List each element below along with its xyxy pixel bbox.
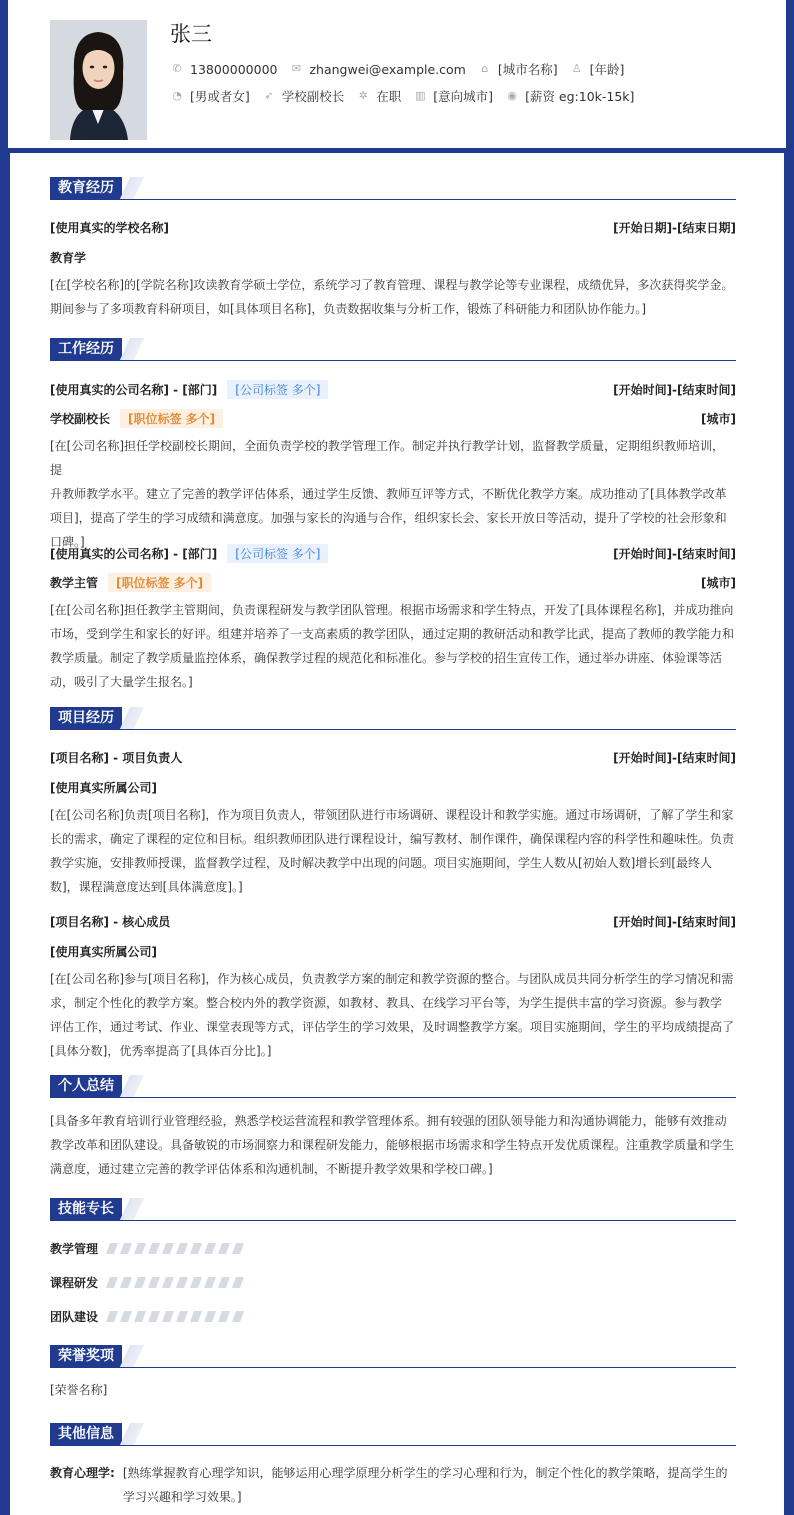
skill-level-bars (108, 1277, 248, 1288)
skill-level-bar (204, 1277, 216, 1288)
desc-line: [具体分数]，优秀率提高了[具体百分比]。] (50, 1044, 272, 1058)
section-title: 荣誉奖项 (50, 1345, 122, 1367)
position-icon: ➶ (264, 89, 274, 102)
role-name: 学校副校长 (50, 412, 111, 426)
age-text: [年龄] (589, 62, 625, 77)
desc-line: 口碑。] (50, 535, 85, 549)
skill-level-bar (190, 1243, 202, 1254)
summary-description (50, 1109, 736, 1181)
skill-name: 团队建设 (50, 1310, 99, 1324)
skill-level-bar (232, 1277, 244, 1288)
skill-level-bar (176, 1243, 188, 1254)
role-tag: [职位标签 多个] (120, 409, 223, 428)
work-company-row (50, 544, 736, 563)
skill-level-bar (218, 1311, 230, 1322)
work-role-left (50, 573, 211, 592)
desc-line: 数]，课程满意度达到[具体满意度]。] (50, 880, 243, 894)
section-title: 工作经历 (50, 338, 122, 360)
desc-line: [在[公司名称]负责[项目名称]，作为项目负责人，带领团队进行市场调研、课程设计和教学实施。通过市场调研，了解了学生和家 (50, 808, 734, 822)
desc-line: 教学实施，安排教师授课，监督教学过程，及时解决教学中出现的问题。项目实施期间，学生人数从[初始人数]增长到[最终人 (50, 856, 713, 870)
desc-line: 满意度，通过建立完善的教学评估体系和沟通机制，不断提升教学效果和学校口碑。] (50, 1162, 493, 1176)
profile-photo (50, 20, 147, 140)
section-title-decoration (120, 1075, 144, 1097)
salary-icon: ◉ (507, 89, 517, 102)
section-divider (50, 199, 736, 200)
work-date: [开始时间]-[结束时间] (613, 383, 736, 397)
honors-section (50, 1345, 736, 1397)
project-header (50, 707, 736, 729)
resume-content (10, 153, 784, 1515)
skill-level-bar (134, 1277, 146, 1288)
work-role-left (50, 409, 223, 428)
work-role-row (50, 409, 736, 428)
work-section (50, 338, 736, 689)
education-header (50, 177, 736, 199)
major-name: 教育学 (50, 251, 87, 265)
other-info-key: 教育心理学: (50, 1466, 115, 1480)
section-title-decoration (120, 707, 144, 729)
building-icon: ▥ (415, 89, 426, 102)
skill-level-bars (108, 1311, 248, 1322)
phone-text: 13800000000 (190, 61, 278, 77)
project-description (50, 967, 736, 1063)
skill-level-bar (120, 1311, 132, 1322)
project-date: [开始时间]-[结束时间] (613, 915, 736, 929)
skill-level-bar (120, 1243, 132, 1254)
skill-level-bar (190, 1277, 202, 1288)
gender-icon: ◔ (172, 89, 182, 102)
section-divider (50, 729, 736, 730)
desc-line: 期间参与了多项教育科研项目，如[具体项目名称]，负责数据收集与分析工作，锻炼了科研能力和团队协作能力。] (50, 302, 647, 316)
project-date: [开始时间]-[结束时间] (613, 751, 736, 765)
project-company: [使用真实所属公司] (50, 781, 157, 795)
skill-level-bar (162, 1277, 174, 1288)
section-title-decoration (120, 338, 144, 360)
skill-level-bar (134, 1243, 146, 1254)
home-icon: ⌂ (481, 62, 489, 75)
education-row (50, 219, 736, 236)
skill-level-bar (162, 1243, 174, 1254)
desc-line: 学习兴趣和学习效果。] (122, 1490, 242, 1504)
desc-line: 动，吸引了大量学生报名。] (50, 675, 193, 689)
candidate-name: 张三 (170, 22, 212, 46)
work-header (50, 338, 736, 360)
work-description (50, 598, 736, 694)
summary-section (50, 1075, 736, 1176)
other-info-value (123, 1461, 728, 1509)
school-name: [使用真实的学校名称] (50, 221, 169, 235)
phone-icon: ✆ (172, 62, 182, 75)
work-city: [城市] (701, 412, 736, 426)
header-right-accent (786, 0, 794, 148)
project-name-row (50, 749, 736, 766)
skill-level-bar (162, 1311, 174, 1322)
major-row (50, 249, 736, 266)
header-left-accent (0, 0, 8, 148)
skill-row (50, 1274, 248, 1291)
skill-level-bar (148, 1277, 160, 1288)
company-name: [使用真实的公司名称] - [部门] (50, 383, 218, 397)
desc-line: [在[学校名称]的[学院名称]攻读教育学硕士学位，系统学习了教育管理、课程与教学论等专业课程，成绩优异，多次获得奖学金。 (50, 278, 734, 292)
contact-row (170, 60, 636, 78)
status-text: 在职 (376, 89, 402, 104)
section-title: 项目经历 (50, 707, 122, 729)
section-divider (50, 1220, 736, 1221)
project-name: [项目名称] - 项目负责人 (50, 751, 183, 765)
age-item (570, 60, 625, 78)
section-title: 教育经历 (50, 177, 122, 199)
skills-header (50, 1198, 736, 1220)
profile-photo-illustration (50, 20, 147, 140)
status-icon: ✲ (358, 89, 368, 102)
position-item (262, 87, 345, 105)
education-section (50, 177, 736, 316)
other-header (50, 1423, 736, 1445)
project-name-row (50, 913, 736, 930)
skill-level-bar (190, 1311, 202, 1322)
work-company-left (50, 544, 328, 563)
project-company-row (50, 779, 736, 796)
section-title: 技能专长 (50, 1198, 122, 1220)
desc-line: 求，制定个性化的教学方案。整合校内外的教学资源，如教材、教具、在线学习平台等，为学生提供丰富的学习资源。参与教学 (50, 996, 723, 1010)
section-divider (50, 360, 736, 361)
skill-level-bar (218, 1277, 230, 1288)
salary-item (505, 87, 634, 105)
section-title: 个人总结 (50, 1075, 122, 1097)
desc-line: [熟练掌握教育心理学知识，能够运用心理学原理分析学生的学习心理和行为，制定个性化的教学策略，提高学生的 (122, 1466, 728, 1480)
skill-level-bar (106, 1311, 118, 1322)
education-description (50, 273, 736, 321)
desc-line: 升教师教学水平。建立了完善的教学评估体系，通过学生反馈、教师互评等方式，不断优化教学方案。成功推动了[具体教学改革 (50, 487, 727, 501)
city-text: [城市名称] (497, 62, 558, 77)
skill-level-bar (148, 1311, 160, 1322)
skill-level-bar (120, 1277, 132, 1288)
desc-line: [具备多年教育培训行业管理经验，熟悉学校运营流程和教学管理体系。拥有较强的团队领导能力和沟通协调能力，能够有效推动 (50, 1114, 727, 1128)
work-date: [开始时间]-[结束时间] (613, 547, 736, 561)
other-info-row (50, 1461, 736, 1509)
project-description (50, 803, 736, 899)
gender-item (170, 87, 250, 105)
skill-name: 教学管理 (50, 1242, 99, 1256)
skill-level-bar (204, 1311, 216, 1322)
position-text: 学校副校长 (281, 89, 345, 104)
skill-row (50, 1240, 248, 1257)
city-item (478, 60, 558, 78)
company-tag: [公司标签 多个] (227, 380, 328, 399)
honor-item: [荣誉名称] (50, 1383, 108, 1397)
education-date: [开始日期]-[结束日期] (613, 221, 736, 235)
section-divider (50, 1445, 736, 1446)
work-city: [城市] (701, 576, 736, 590)
section-title-decoration (120, 177, 144, 199)
summary-header (50, 1075, 736, 1097)
skills-section (50, 1198, 736, 1324)
target-city-item (413, 87, 493, 105)
profile-row (170, 87, 646, 105)
project-company: [使用真实所属公司] (50, 945, 157, 959)
skill-level-bar (218, 1243, 230, 1254)
email-text: zhangwei@example.com (309, 61, 466, 77)
honors-header (50, 1345, 736, 1367)
resume-header (0, 0, 794, 148)
project-company-row (50, 943, 736, 960)
desc-line: 教学改革和团队建设。具备敏锐的市场洞察力和课程研发能力，能够根据市场需求和学生特点开发优质课程。注重教学质量和学生 (50, 1138, 735, 1152)
skill-level-bar (176, 1277, 188, 1288)
desc-line: 教学质量。制定了教学质量监控体系，确保教学过程的规范化和标准化。参与学校的招生宣传工作，通过举办讲座、体验课等活 (50, 651, 723, 665)
section-title-decoration (120, 1198, 144, 1220)
skill-level-bar (134, 1311, 146, 1322)
gender-text: [男或者女] (190, 89, 250, 104)
section-title-decoration (120, 1423, 144, 1445)
desc-line: [在[公司名称]担任教学主管期间，负责课程研发与教学团队管理。根据市场需求和学生特点，开发了[具体课程名称]，并成功推向 (50, 603, 734, 617)
project-section (50, 707, 736, 1058)
desc-line: 市场，受到学生和家长的好评。组建并培养了一支高素质的教学团队，通过定期的教研活动和教学比武，提高了教师的教学能力和 (50, 627, 735, 641)
role-tag: [职位标签 多个] (108, 573, 211, 592)
project-name: [项目名称] - 核心成员 (50, 915, 171, 929)
skill-level-bars (108, 1243, 248, 1254)
skill-name: 课程研发 (50, 1276, 99, 1290)
skill-level-bar (204, 1243, 216, 1254)
phone-item (170, 62, 277, 77)
email-item (289, 62, 465, 77)
target-city-text: [意向城市] (433, 89, 494, 104)
desc-line: [在[公司名称]担任学校副校长期间，全面负责学校的教学管理工作。制定并执行教学计划，监督教学质量，定期组织教师培训，提 (50, 439, 725, 477)
section-divider (50, 1097, 736, 1098)
desc-line: [在[公司名称]参与[项目名称]，作为核心成员，负责教学方案的制定和教学资源的整合。与团队成员共同分析学生的学习情况和需 (50, 972, 734, 986)
section-divider (50, 1367, 736, 1368)
skill-level-bar (232, 1243, 244, 1254)
skill-level-bar (232, 1311, 244, 1322)
work-company-left (50, 380, 328, 399)
status-item (356, 87, 401, 105)
skill-level-bar (176, 1311, 188, 1322)
age-icon: ♙ (571, 62, 582, 75)
work-role-row (50, 573, 736, 592)
desc-line: 项目]，提高了学生的学习成绩和满意度。加强与家长的沟通与合作，组织家长会、家长开放日等活动，提升了学校的社会形象和 (50, 511, 727, 525)
role-name: 教学主管 (50, 576, 99, 590)
skill-level-bar (106, 1243, 118, 1254)
other-section (50, 1423, 736, 1504)
skill-row (50, 1308, 248, 1325)
section-title: 其他信息 (50, 1423, 122, 1445)
salary-text: [薪资 eg:10k-15k] (525, 89, 635, 104)
desc-line: 评估工作，通过考试、作业、课堂表现等方式，评估学生的学习效果，及时调整教学方案。项目实施期间，学生的平均成绩提高了 (50, 1020, 735, 1034)
skill-level-bar (148, 1243, 160, 1254)
section-title-decoration (120, 1345, 144, 1367)
skill-level-bar (106, 1277, 118, 1288)
work-company-row (50, 380, 736, 399)
desc-line: 长的需求，确定了课程的定位和目标。组织教师团队进行课程设计，编写教材、制作课件，确保课程内容的科学性和趣味性。负责 (50, 832, 735, 846)
company-name: [使用真实的公司名称] - [部门] (50, 547, 218, 561)
work-description (50, 434, 736, 554)
email-icon: ✉ (291, 62, 302, 75)
company-tag: [公司标签 多个] (227, 544, 328, 563)
